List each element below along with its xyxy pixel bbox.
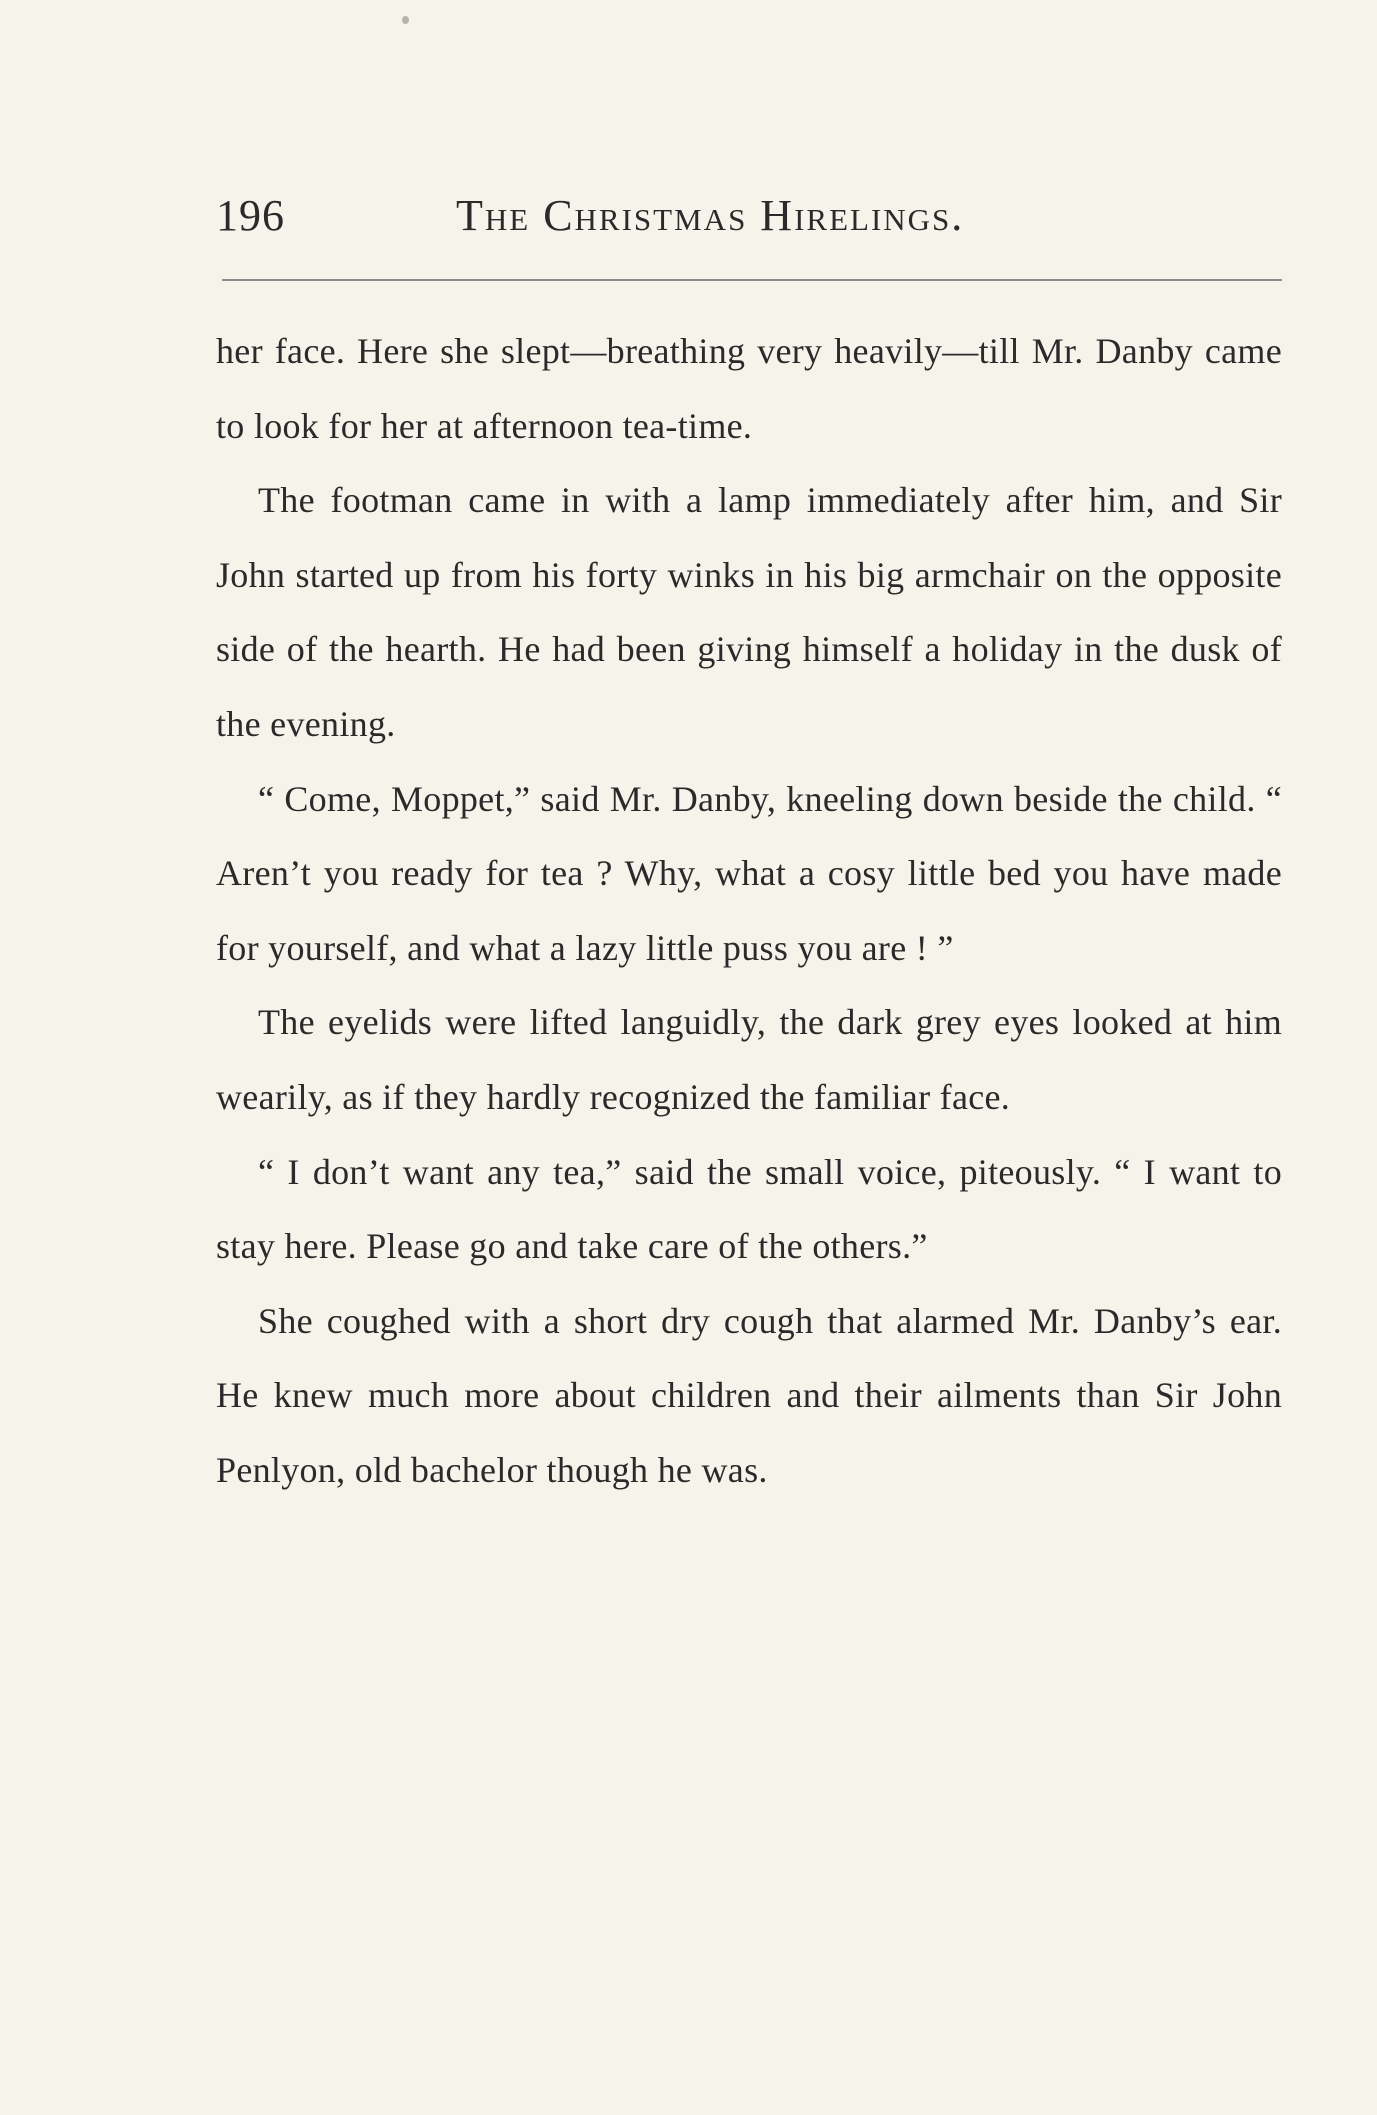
paragraph-4: The eyelids were lifted languidly, the dark grey eyes looked at him wearily, as if they hardly recognized the familiar face. — [216, 1002, 1282, 1117]
running-title: The Christmas Hirelings. — [456, 191, 965, 240]
paragraph-5: “ I don’t want any tea,” said the small voice, piteously. “ I want to stay here. Please go and take care of the others.” — [216, 1151, 1282, 1267]
paragraph-6: She coughed with a short dry cough that alarmed Mr. Danby’s ear. He knew much more about children and their ailments than Sir John Penlyon, old bachelor though he was. — [216, 1300, 1282, 1490]
page-header — [216, 186, 1286, 256]
paragraph-1: her face. Here she slept—breathing very heavily—till Mr. Danby came to look for her at afternoon tea-time. — [216, 331, 1282, 446]
body-text — [216, 314, 1282, 1508]
header-rule — [222, 279, 1282, 281]
paragraph-2: The footman came in with a lamp immediately after him, and Sir John started up from his forty winks in his big armchair on the opposite side of the hearth. He had been giving himself a holiday in the dusk of the evening. — [216, 480, 1282, 744]
paper-speck — [402, 16, 409, 24]
paragraph-3: “ Come, Moppet,” said Mr. Danby, kneeling down beside the child. “ Aren’t you ready for tea ? Why, what a cosy little bed you have made for yourself, and what a lazy little puss you are ! ” — [216, 778, 1282, 968]
page-number: 196 — [216, 191, 285, 240]
